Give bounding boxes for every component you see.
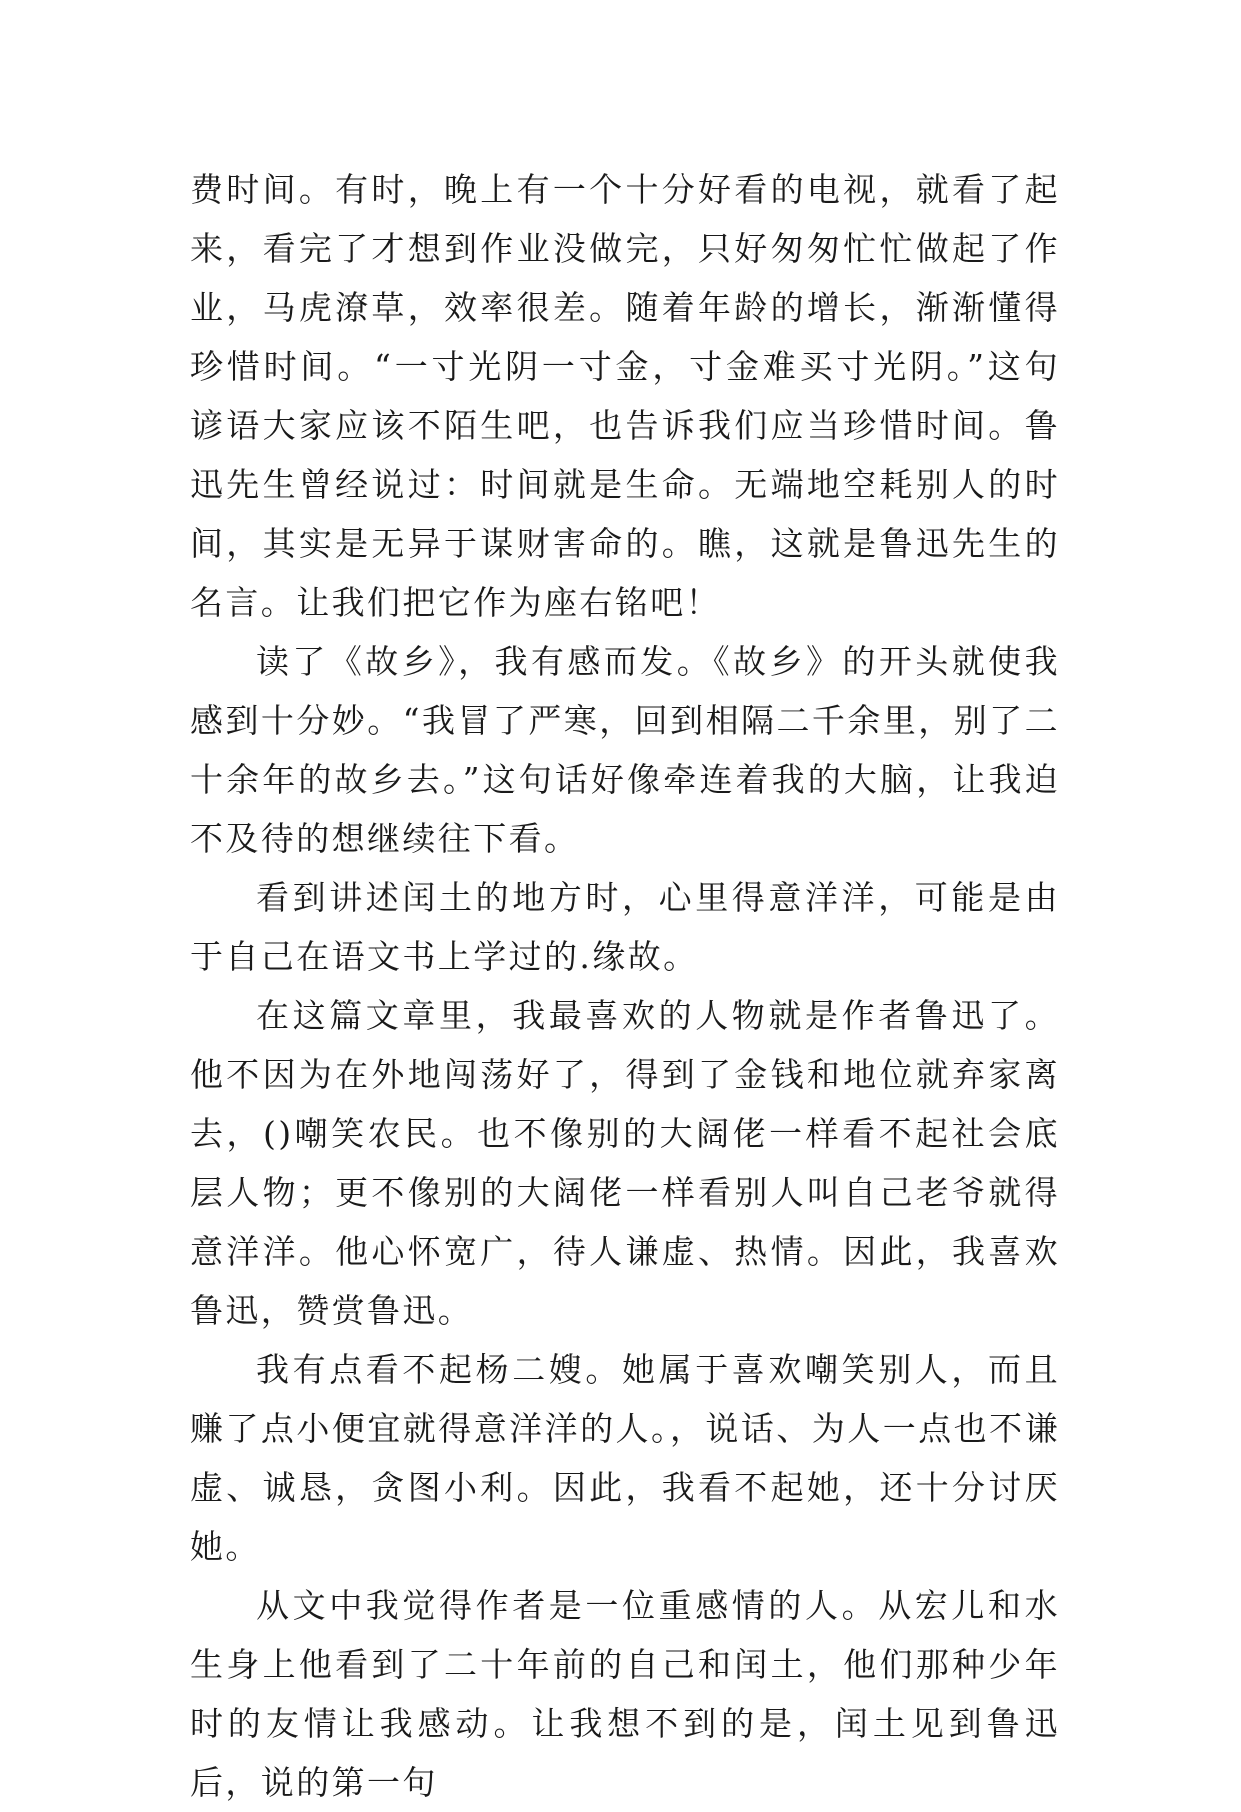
- paragraph: 看到讲述闰土的地方时，心里得意洋洋，可能是由于自己在语文书上学过的.缘故。: [190, 878, 1060, 976]
- paragraph: 从文中我觉得作者是一位重感情的人。从宏儿和水生身上他看到了二十年前的自己和闰土，他们那种少年时的友情让我感动。让我想不到的是，闰土见到鲁迅后，说的第一句: [190, 1586, 1060, 1802]
- paragraph: 费时间。有时，晚上有一个十分好看的电视，就看了起来，看完了才想到作业没做完，只好匆匆忙忙做起了作业，马虎潦草，效率很差。随着年龄的增长，渐渐懂得珍惜时间。“一寸光阴一寸金，寸金难买寸光阴。”这句谚语大家应该不陌生吧，也告诉我们应当珍惜时间。鲁迅先生曾经说过：时间就是生命。无端地空耗别人的时间，其实是无异于谋财害命的。瞧，这就是鲁迅先生的名言。让我们把它作为座右铭吧！: [190, 170, 1060, 622]
- paragraph: 在这篇文章里，我最喜欢的人物就是作者鲁迅了。他不因为在外地闯荡好了，得到了金钱和地位就弃家离去，()嘲笑农民。也不像别的大阔佬一样看不起社会底层人物；更不像别的大阔佬一样看别人叫自己老爷就得意洋洋。他心怀宽广，待人谦虚、热情。因此，我喜欢鲁迅，赞赏鲁迅。: [190, 996, 1060, 1330]
- document-body: [190, 160, 1060, 1812]
- paragraph: 读了《故乡》，我有感而发。《故乡》的开头就使我感到十分妙。“我冒了严寒，回到相隔二千余里，别了二十余年的故乡去。”这句话好像牵连着我的大脑，让我迫不及待的想继续往下看。: [190, 642, 1060, 858]
- paragraph: 我有点看不起杨二嫂。她属于喜欢嘲笑别人，而且赚了点小便宜就得意洋洋的人。，说话、为人一点也不谦虚、诚恳，贪图小利。因此，我看不起她，还十分讨厌她。: [190, 1350, 1060, 1566]
